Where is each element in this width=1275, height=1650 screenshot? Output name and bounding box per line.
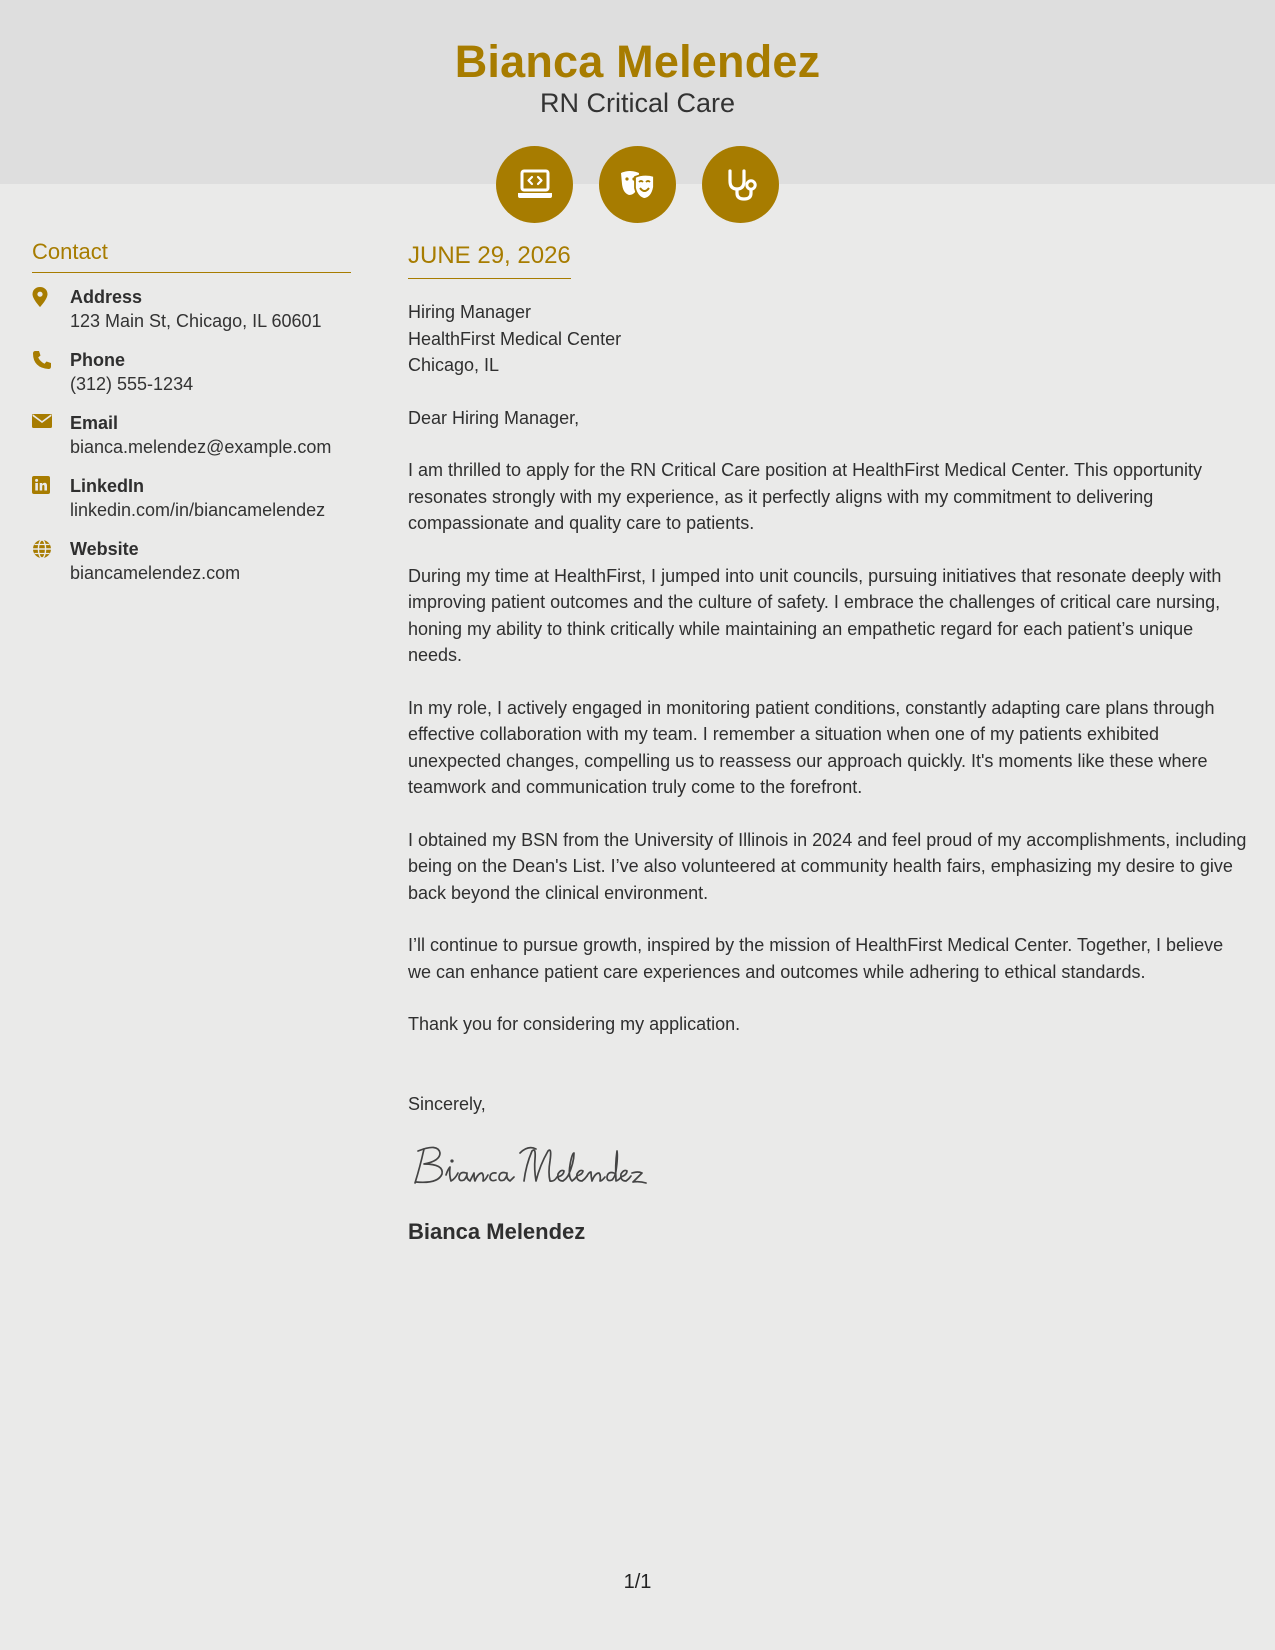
- contact-label-address: Address: [70, 287, 143, 307]
- contact-value-address: 123 Main St, Chicago, IL 60601: [70, 311, 322, 331]
- stethoscope-icon: [702, 146, 779, 223]
- contact-item-linkedin: [32, 474, 351, 537]
- letter-paragraph: I’ll continue to pursue growth, inspired by the mission of HealthFirst Medical Center. Together, I believe we can enhance patient care experiences and outcomes while adhering to ethical standards.: [408, 935, 1224, 982]
- contact-label-phone: Phone: [70, 350, 126, 370]
- contact-item-address: [32, 285, 351, 348]
- linkedin-icon: [32, 474, 70, 499]
- contact-item-email: [32, 411, 351, 474]
- salutation: Dear Hiring Manager,: [408, 407, 580, 428]
- letter-paragraph: I obtained my BSN from the University of Illinois in 2024 and feel proud of my accomplishments, including being on the Dean's List. I’ve also volunteered at community health fairs, emphasizing my desire to give back beyond the clinical environment.: [408, 829, 1247, 903]
- globe-icon: [32, 537, 70, 564]
- recipient-line: Chicago, IL: [408, 355, 500, 375]
- recipient-line: Hiring Manager: [408, 302, 532, 322]
- contact-heading: Contact: [32, 237, 351, 273]
- letter-date: JUNE 29, 2026: [408, 240, 571, 279]
- recipient-block: [408, 299, 1248, 379]
- recipient-line: HealthFirst Medical Center: [408, 328, 622, 349]
- letter-paragraph: Thank you for considering my application.: [408, 1014, 741, 1034]
- contact-label-linkedin: LinkedIn: [70, 476, 145, 496]
- envelope-icon: [32, 411, 70, 434]
- contact-value-linkedin: linkedin.com/in/biancamelendez: [70, 500, 326, 520]
- applicant-name: Bianca Melendez: [454, 36, 821, 87]
- laptop-code-icon: [496, 146, 573, 223]
- letter-paragraph: I am thrilled to apply for the RN Critical Care position at HealthFirst Medical Center. This opportunity resonates strongly with my experience, as it perfectly aligns with my commitment to delivering compassionate and quality care to patients.: [408, 460, 1203, 533]
- map-marker-icon: [32, 285, 70, 312]
- contact-list: [32, 285, 351, 600]
- signer-name: Bianca Melendez: [408, 1219, 586, 1244]
- handwritten-signature: [408, 1139, 1248, 1191]
- contact-item-phone: [32, 348, 351, 411]
- contact-item-website: [32, 537, 351, 600]
- contact-sidebar: [32, 237, 351, 600]
- contact-label-website: Website: [70, 539, 139, 559]
- contact-label-email: Email: [70, 413, 119, 433]
- closing: Sincerely,: [408, 1093, 486, 1114]
- job-title: RN Critical Care: [539, 88, 736, 118]
- cover-letter-body: [408, 240, 1248, 1245]
- contact-value-website: biancamelendez.com: [70, 563, 241, 583]
- header-icons: [0, 146, 1275, 223]
- phone-icon: [32, 348, 70, 375]
- contact-value-email: bianca.melendez@example.com: [70, 437, 332, 457]
- page-number: 1/1: [623, 1571, 652, 1593]
- letter-paragraph: In my role, I actively engaged in monitoring patient conditions, constantly adapting care plans through effective collaboration with my team. I remember a situation when one of my patients exhibited unexpected changes, compelling us to reassess our approach quickly. It's moments like these where teamwork and communication truly come to the forefront.: [408, 697, 1215, 797]
- letter-paragraph: During my time at HealthFirst, I jumped into unit councils, pursuing initiatives that resonate deeply with improving patient outcomes and the culture of safety. I embrace the challenges of critical care nursing, honing my ability to think critically while maintaining an empathetic regard for each patient’s unique needs.: [408, 565, 1222, 665]
- theater-masks-icon: [599, 146, 676, 223]
- contact-value-phone: (312) 555-1234: [70, 374, 194, 394]
